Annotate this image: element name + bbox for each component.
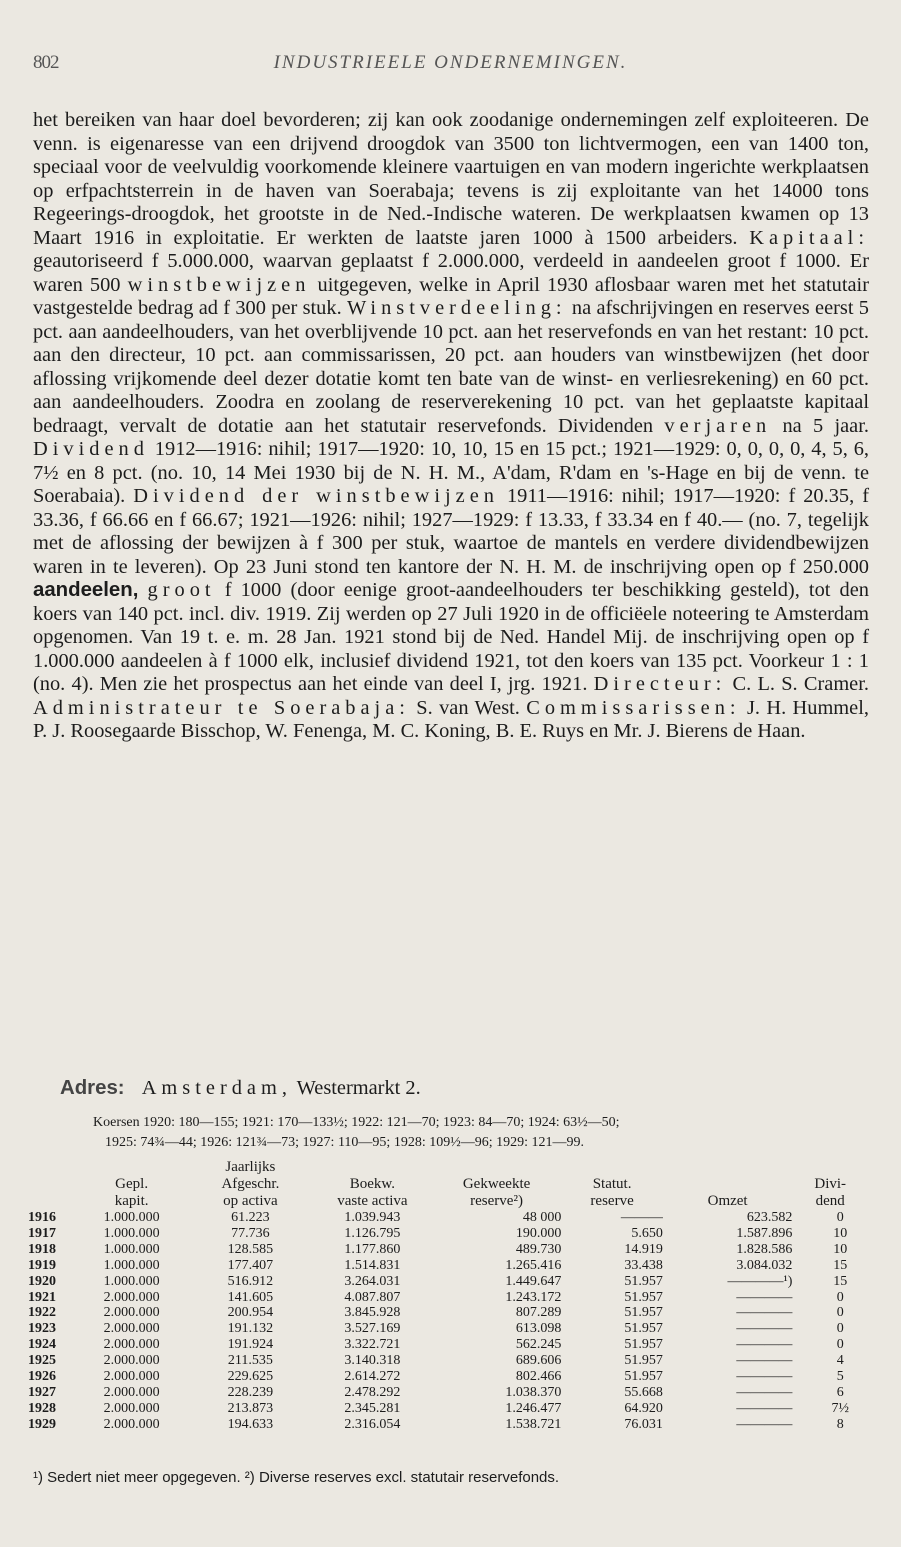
- table-cell: 1.243.172: [505, 1289, 562, 1305]
- table-cell: 2.000.000: [103, 1369, 160, 1385]
- table-cell: 3.140.318: [344, 1353, 401, 1369]
- table-cell: 128.585: [227, 1241, 274, 1257]
- table-cell: 213.873: [227, 1400, 274, 1416]
- table-cell: 51.957: [624, 1337, 663, 1353]
- table-cell: 177.407: [227, 1257, 274, 1273]
- table-cell: 51.957: [624, 1273, 663, 1289]
- table-cell: ————: [736, 1305, 793, 1321]
- col-header-omzet: Omzet: [707, 1193, 748, 1209]
- table-row: [28, 1210, 868, 1226]
- table-cell: 228.239: [227, 1384, 274, 1400]
- table-cell: 10: [833, 1241, 848, 1257]
- table-cell: 77.736: [231, 1225, 270, 1241]
- table-cell: 55.668: [624, 1384, 663, 1400]
- table-row: [28, 1321, 868, 1337]
- table-cell: 0: [836, 1289, 844, 1305]
- share-prices-line: Koersen 1920: 180—155; 1921: 170—133½; 1922: 121—70; 1923: 84—70; 1924: 63½—50;: [93, 1115, 620, 1130]
- table-cell: ————: [736, 1289, 793, 1305]
- table-cell: 1.265.416: [505, 1257, 562, 1273]
- table-cell: 0: [836, 1337, 844, 1353]
- table-row: [28, 1242, 868, 1258]
- table-cell: 141.605: [227, 1289, 274, 1305]
- table-cell: 1.246.477: [505, 1400, 562, 1416]
- table-cell: 613.098: [515, 1321, 562, 1337]
- table-cell: 2.000.000: [103, 1384, 160, 1400]
- table-cell: 1.449.647: [505, 1273, 562, 1289]
- col-header-afgeschreven: Jaarlijks Afgeschr. op activa: [221, 1159, 280, 1209]
- table-cell: 61.223: [231, 1210, 270, 1225]
- table-row: [28, 1305, 868, 1321]
- winstverdeeling-text: na afschrijvingen en reserves eerst 5 pct. aan aandeelhouders, van het overblijvende 10 pct. aan het reservefonds en van het restant: 10 pct. aan den directeur, 10 pct. aan commissarissen, 20 pct. aan houders van winstbewijzen (het door aflossing vrijkomende deel dezer dotatie komt ten bate van de winst- en verliesrekening) en 60 pct. aan aandeelhouders. Zoodra en zoolang de reserverekening 10 pct. van het geplaatste kapitaal bedraagt, vervalt de dotatie aan het statutair reservefonds. Dividenden: [33, 297, 870, 437]
- body-paragraph: [33, 109, 869, 744]
- table-cell: 191.132: [227, 1321, 274, 1337]
- table-cell: 2.345.281: [344, 1400, 401, 1416]
- table-cell: 1.828.586: [736, 1241, 793, 1257]
- table-cell: 1927: [28, 1384, 56, 1400]
- table-cell: 1916: [28, 1210, 56, 1225]
- table-cell: ————: [736, 1416, 793, 1432]
- table-cell: 1924: [28, 1337, 56, 1353]
- col-header-dividend: Divi- dend: [814, 1176, 847, 1209]
- directeur-label: Directeur:: [593, 673, 727, 695]
- table-cell: 7½: [831, 1400, 849, 1416]
- table-row: [28, 1369, 868, 1385]
- table-cell: 1.039.943: [344, 1210, 401, 1225]
- table-cell: 76.031: [624, 1416, 663, 1432]
- verjaren-text: na 5 jaar.: [771, 414, 869, 437]
- table-cell: 1.000.000: [103, 1273, 160, 1289]
- dividend-text: 1912—1916: nihil; 1917—1920: 10, 10, 15 en 15 pct.; 1921—1929: 0, 0, 0, 0, 4, 5, 6, 7½ en 8 pct. (no. 10, 14 Mei 1930 bij de N. H. M., A'dam, R'dam en 's-Hage en bij de venn. te Soerabaia).: [33, 438, 869, 507]
- table-cell: 1.587.896: [736, 1225, 793, 1241]
- table-cell: 1.000.000: [103, 1257, 160, 1273]
- table-cell: 10: [833, 1225, 848, 1241]
- table-row: [28, 1290, 868, 1306]
- table-cell: 2.000.000: [103, 1400, 160, 1416]
- commissarissen-label: Commissarissen:: [526, 696, 741, 719]
- table-cell: 51.957: [624, 1289, 663, 1305]
- table-row: [28, 1401, 868, 1417]
- table-cell: 3.264.031: [344, 1273, 401, 1289]
- table-row: [28, 1258, 868, 1274]
- table-cell: 0: [836, 1321, 844, 1337]
- table-cell: 802.466: [515, 1369, 562, 1385]
- table-cell: 191.924: [227, 1337, 274, 1353]
- col-header-statutaire-reserve: Statut. reserve: [590, 1176, 634, 1209]
- table-row: [28, 1417, 868, 1433]
- table-cell: 3.845.928: [344, 1305, 401, 1321]
- table-header-row: [28, 1159, 868, 1210]
- table-cell: 51.957: [624, 1369, 663, 1385]
- table-cell: 1926: [28, 1369, 56, 1385]
- table-cell: 1917: [28, 1225, 56, 1241]
- address-label: Adres:: [60, 1077, 125, 1099]
- directeur-text: C. L. S. Cramer.: [726, 673, 869, 695]
- groot-label: groot: [147, 579, 216, 601]
- table-cell: 3.322.721: [344, 1337, 401, 1353]
- table-cell: 1.514.831: [344, 1257, 401, 1273]
- table-cell: 64.920: [624, 1400, 663, 1416]
- administrateur-text: S. van West.: [409, 696, 527, 719]
- table-cell: 2.000.000: [103, 1416, 160, 1432]
- table-cell: 2.000.000: [103, 1305, 160, 1321]
- table-cell: 2.316.054: [344, 1416, 401, 1432]
- table-cell: 190.000: [515, 1225, 562, 1241]
- table-row: [28, 1385, 868, 1401]
- table-cell: 562.245: [515, 1337, 562, 1353]
- table-cell: 1921: [28, 1289, 56, 1305]
- kapitaal-text: geautoriseerd f 5.000.000, waarvan geplaatst f 2.000.000, verdeeld in aandeelen groot f 1000. Er waren 500: [33, 250, 869, 296]
- share-prices: [93, 1113, 853, 1153]
- table-cell: 1.000.000: [103, 1241, 160, 1257]
- table-cell: 1.000.000: [103, 1210, 160, 1225]
- table-cell: 51.957: [624, 1305, 663, 1321]
- table-cell: 516.912: [227, 1273, 274, 1289]
- table-cell: 3.084.032: [736, 1257, 793, 1273]
- table-row: [28, 1337, 868, 1353]
- col-header-gekweekte-reserve: Gekweekte reserve²): [462, 1176, 531, 1209]
- kapitaal-label: Kapitaal:: [749, 226, 869, 249]
- financial-table: [28, 1159, 868, 1433]
- table-cell: 489.730: [515, 1241, 562, 1257]
- table-cell: 48 000: [522, 1210, 562, 1225]
- table-cell: 15: [833, 1273, 848, 1289]
- table-cell: 51.957: [624, 1353, 663, 1369]
- table-cell: 33.438: [624, 1257, 663, 1273]
- address-street: Westermarkt 2.: [296, 1077, 421, 1099]
- address: [60, 1077, 421, 1100]
- table-cell: 2.000.000: [103, 1353, 160, 1369]
- table-cell: 5: [836, 1369, 844, 1385]
- table-cell: 15: [833, 1257, 848, 1273]
- table-cell: 1.126.795: [344, 1225, 401, 1241]
- table-cell: ————¹): [727, 1273, 793, 1289]
- intro-text: het bereiken van haar doel bevorderen; zij kan ook zoodanige ondernemingen zelf exploiteeren. De venn. is eigenaresse van een drijvend droogdok van 3500 ton lichtvermogen, een van 1400 ton, speciaal voor de veelvuldig voorkomende kleinere vaartuigen en van modern ingerichte werkplaatsen op erfpachtsterrein in de haven van Soerabaja; tevens is zij exploitante van het 14000 tons Regeerings-droogdok, het grootste in de Ned.-Indische wateren. De werkplaatsen kwamen op 13 Maart 1916 in exploitatie. Er werkten de laatste jaren 1000 à 1500 arbeiders.: [33, 109, 869, 249]
- table-cell: 689.606: [515, 1353, 562, 1369]
- table-footnotes: ¹) Sedert niet meer opgegeven. ²) Diverse reserves excl. statutair reservefonds.: [33, 1469, 560, 1486]
- winstbewijzen-label: winstbewijzen: [127, 273, 311, 296]
- col-header-boekwaarde: Boekw. vaste activa: [337, 1176, 408, 1209]
- table-cell: ————: [736, 1369, 793, 1385]
- aandeelen-label: aandeelen,: [33, 579, 139, 601]
- table-cell: 6: [836, 1384, 844, 1400]
- address-city: Amsterdam,: [141, 1077, 292, 1099]
- col-header-kapitaal: Gepl. kapit.: [114, 1176, 149, 1209]
- table-cell: 1925: [28, 1353, 56, 1369]
- table-cell: ————: [736, 1353, 793, 1369]
- table-cell: ————: [736, 1400, 793, 1416]
- dividend-winstbewijzen-label: Dividend der winstbewijzen: [133, 485, 499, 507]
- verjaren-label: verjaren: [664, 414, 772, 437]
- col-header-year: [28, 1159, 76, 1210]
- table-cell: 1.177.860: [344, 1241, 401, 1257]
- table-row: [28, 1226, 868, 1242]
- table-cell: 211.535: [227, 1353, 273, 1369]
- running-title: INDUSTRIEELE ONDERNEMINGEN.: [273, 52, 628, 73]
- table-cell: 229.625: [227, 1369, 274, 1385]
- table-cell: 4: [836, 1353, 844, 1369]
- aandeelen-text: f 1000 (door eenige groot-aandeelhouders ter beschikking gesteld), tot den koers van 140 pct. incl. div. 1919. Zij werden op 27 Juli 1920 in de officiëele noteering te Amsterdam opgenomen. Van 19 t. e. m. 28 Jan. 1921 stond bij de Ned. Handel Mij. de inschrijving open op f 1.000.000 aandeelen à f 1000 elk, inclusief dividend 1921, tot den koers van 135 pct. Voorkeur 1 : 1 (no. 4). Men zie het prospectus aan het einde van deel I, jrg. 1921.: [33, 579, 869, 695]
- table-cell: 1920: [28, 1273, 56, 1289]
- table-cell: 4.087.807: [344, 1289, 401, 1305]
- dividend-winstbewijzen-text: 1911—1916: nihil; 1917—1920: f 20.35, f 33.36, f 66.66 en f 66.67; 1921—1926: nihil; 1927—1929: f 13.33, f 33.34 en f 40.— (no. 7, tegelijk met de aflossing der bewijzen à f 300 per stuk, waartoe de mantels en verdere dividendbewijzen waren in te leveren). Op 23 Juni stond ten kantore der N. H. M. de inschrijving open op f 250.000: [33, 485, 869, 578]
- table-cell: 14.919: [624, 1241, 663, 1257]
- table-row: [28, 1353, 868, 1369]
- table-cell: 1922: [28, 1305, 56, 1321]
- table-cell: 200.954: [227, 1305, 274, 1321]
- table-cell: 3.527.169: [344, 1321, 401, 1337]
- administrateur-label: Administrateur te Soerabaja:: [33, 696, 410, 719]
- table-cell: 1929: [28, 1416, 56, 1432]
- table-cell: 2.614.272: [344, 1369, 401, 1385]
- table-cell: 0: [836, 1210, 844, 1225]
- winstverdeeling-label: Winstverdeeling:: [346, 297, 567, 319]
- commissarissen-text: J. H. Hummel, P. J. Roosegaarde Bisschop, W. Fenenga, M. C. Koning, B. E. Ruys en Mr. J. Bierens de Haan.: [33, 696, 869, 742]
- company-description: [33, 109, 869, 744]
- table-cell: 8: [836, 1416, 844, 1432]
- winstbewijzen-text: uitgegeven, welke in April 1930 aflosbaar waren met het statutair vastgestelde bedrag ad f 300 per stuk.: [33, 273, 870, 319]
- dividend-label: Dividend: [33, 438, 149, 460]
- share-prices-line: 1925: 74¾—44; 1926: 121¾—73; 1927: 110—95; 1928: 109½—96; 1929: 121—99.: [105, 1135, 584, 1150]
- table-cell: ————: [736, 1337, 793, 1353]
- table-cell: 807.289: [515, 1305, 562, 1321]
- table-row: [28, 1274, 868, 1290]
- table-cell: 2.000.000: [103, 1289, 160, 1305]
- table-cell: 194.633: [227, 1416, 274, 1432]
- table-cell: ————: [736, 1384, 793, 1400]
- table-cell: 1923: [28, 1321, 56, 1337]
- table-cell: 0: [836, 1305, 844, 1321]
- table-cell: 51.957: [624, 1321, 663, 1337]
- table-cell: 2.478.292: [344, 1384, 401, 1400]
- table-cell: ———: [620, 1210, 663, 1225]
- page-number: 802: [33, 52, 59, 73]
- table-cell: 1918: [28, 1241, 56, 1257]
- table-cell: 2.000.000: [103, 1321, 160, 1337]
- table-cell: 2.000.000: [103, 1337, 160, 1353]
- page-header: [33, 52, 868, 82]
- table-cell: 1919: [28, 1257, 56, 1273]
- table-cell: 1.038.370: [505, 1384, 562, 1400]
- table-cell: 5.650: [631, 1225, 663, 1241]
- table-cell: 1928: [28, 1400, 56, 1416]
- table-cell: 1.538.721: [505, 1416, 562, 1432]
- table-cell: 623.582: [746, 1210, 793, 1225]
- table-cell: ————: [736, 1321, 793, 1337]
- table-cell: 1.000.000: [103, 1225, 160, 1241]
